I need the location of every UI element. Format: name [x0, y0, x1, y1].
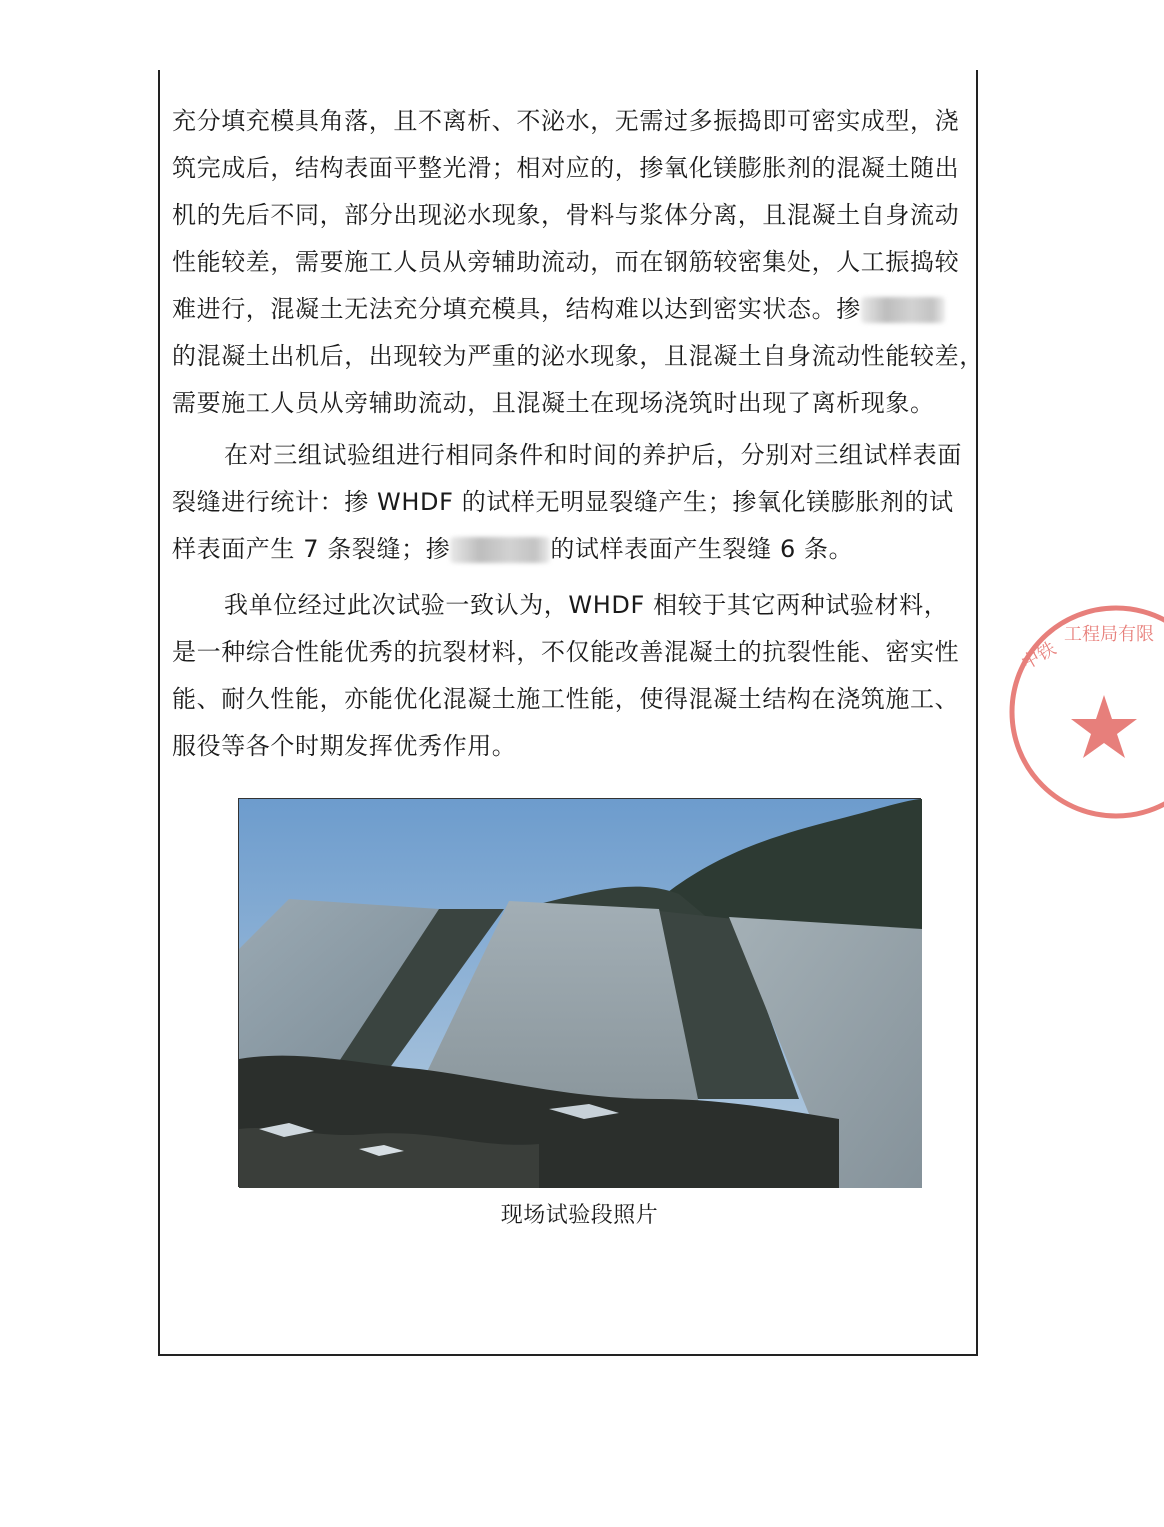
text-fragment: 难进行，混凝土无法充分填充模具，结构难以达到密实状态。掺 — [172, 295, 861, 323]
text-line: 充分填充模具角落，且不离析、不泌水，无需过多振捣即可密实成型，浇 — [172, 107, 960, 135]
paragraph-1 — [172, 98, 988, 427]
site-test-photo — [238, 798, 921, 1187]
redaction-blur — [861, 297, 945, 323]
text-line: 需要施工人员从旁辅助流动，且混凝土在现场浇筑时出现了离析现象。 — [172, 389, 935, 417]
text-line: 裂缝进行统计：掺 WHDF 的试样无明显裂缝产生；掺氧化镁膨胀剂的试 — [172, 488, 954, 516]
text-line: 在对三组试验组进行相同条件和时间的养护后，分别对三组试样表面 — [224, 441, 962, 469]
company-seal-stamp — [1004, 600, 1164, 824]
text-line: 性能较差，需要施工人员从旁辅助流动，而在钢筋较密集处，人工振捣较 — [172, 248, 960, 276]
text-line: 机的先后不同，部分出现泌水现象，骨料与浆体分离，且混凝土自身流动 — [172, 201, 960, 229]
photo-caption: 现场试验段照片 — [500, 1203, 659, 1228]
svg-text:工程局有限: 工程局有限 — [1064, 624, 1154, 645]
paragraph-3 — [172, 582, 988, 770]
redaction-blur — [450, 537, 550, 563]
text-line — [172, 526, 988, 573]
paragraph-2 — [172, 432, 988, 573]
text-line: 的混凝土出机后，出现较为严重的泌水现象，且混凝土自身流动性能较差， — [172, 342, 984, 370]
svg-text:中铁: 中铁 — [1018, 638, 1060, 675]
text-line: 能、耐久性能，亦能优化混凝土施工性能，使得混凝土结构在浇筑施工、 — [172, 685, 960, 713]
text-line: 筑完成后，结构表面平整光滑；相对应的，掺氧化镁膨胀剂的混凝土随出 — [172, 154, 960, 182]
photo-illustration — [239, 799, 922, 1188]
text-line: 我单位经过此次试验一致认为，WHDF 相较于其它两种试验材料， — [224, 591, 949, 619]
text-line — [172, 286, 988, 333]
text-line: 服役等各个时期发挥优秀作用。 — [172, 732, 517, 760]
text-fragment: 的试样表面产生裂缝 6 条。 — [550, 535, 854, 563]
text-line: 是一种综合性能优秀的抗裂材料，不仅能改善混凝土的抗裂性能、密实性 — [172, 638, 960, 666]
text-fragment: 样表面产生 7 条裂缝；掺 — [172, 535, 451, 563]
